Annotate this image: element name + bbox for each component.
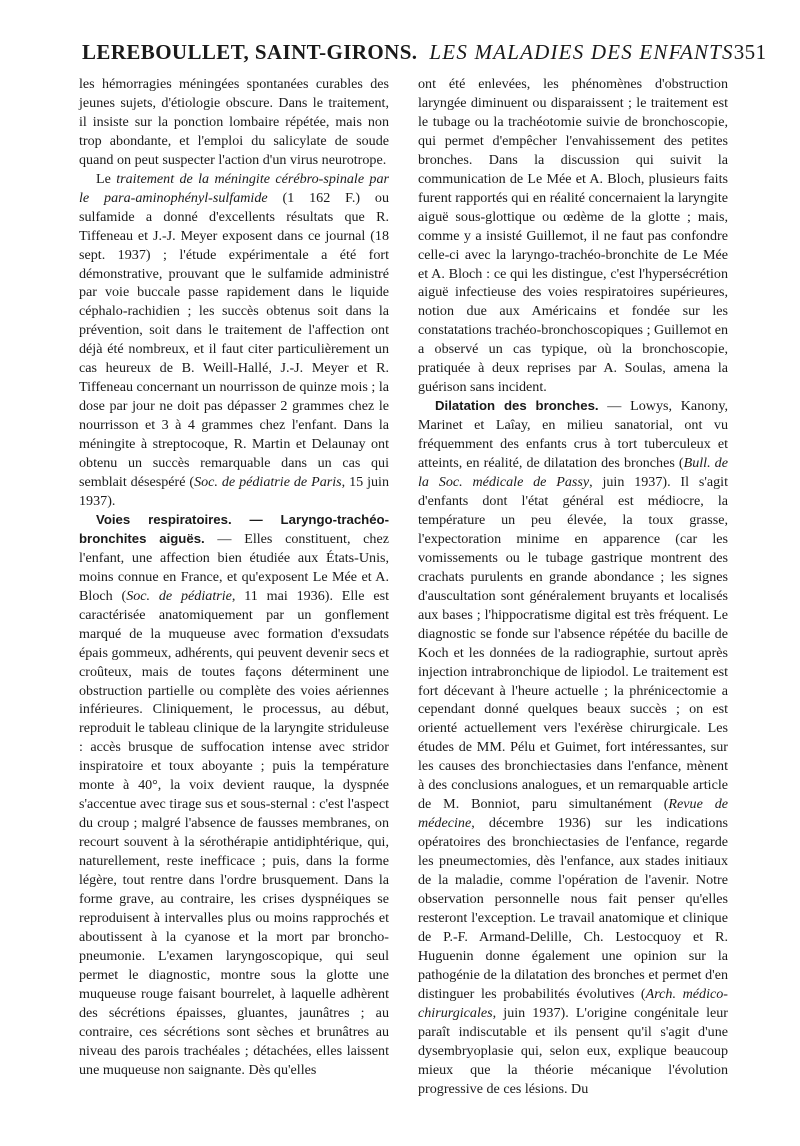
paragraph-text: ont été enlevées, les phénomènes d'obstruction laryngée diminuent ou disparaissent ; le traitement est le tubage ou la trachéotomie suivie de bronchoscopie, qui permet d'empêcher l'envahissement des petites bronches. Dans la discussion qui suivit la communication de Le Mée et A. Bloch, plusieurs faits furent rapportés qui en réalité concernaient la laryngite aiguë sous-glottique ou œdème de la glotte ; mais, comme y a insisté Guillemot, il ne faut pas confondre celle-ci avec la laryngo-trachéo-bronchite de Le Mée et A. Bloch : ce qui les distingue, c'est l'hypersécrétion aiguë infectieuse des voies respiratoires supérieures, notion due aux Américains et fondée sur les constatations trachéo-bronchoscopiques ; Guillemot en a observé un cas typique, où la bronchoscopie, pratiquée à deux reprises par A. Soulas, amena la guérison sans incident. xyxy=(418,76,728,396)
right-column xyxy=(418,75,728,1098)
paragraph xyxy=(79,511,389,1080)
paragraph-text: , juin 1937). Il s'agit d'enfants dont l'état général est médiocre, la température un peu élevée, la toux grasse, l'expectoration minime en apparence (car les vomissements ou le tubage gastrique montrent des crachats purulents en grande abondance ; les signes d'auscultation sont généralement bruyants et localisés aux bases ; l'hippocratisme digital est très fréquent. Le diagnostic se fonde sur l'absence répétée du bacille de Koch et les données de la radiographie, surtout après injection intrabronchique de lipiodol. Le traitement est fort décevant à l'heure actuelle ; la phrénicectomie a cependant donné quelques beaux succès ; on est orienté actuellement vers l'exérèse chirurgicale. Les études de MM. Pélu et Guimet, fort intéressantes, sur les causes des bronchiectasies dans l'enfance, mènent à des conclusions analogues, et un remarquable article de M. Bonniot, paru simultanément ( xyxy=(418,474,729,813)
paragraph-text: , 11 mai 1936). Elle est caractérisée anatomiquement par un gonflement marqué de la muqueuse avec formation d'exsudats épais gommeux, adhérents, qui peuvent devenir secs et croûteux, mais de toutes façons déterminent une obstruction partielle ou complète des voies aériennes inférieures. Cliniquement, le processus, au début, reproduit le tableau clinique de la laryngite striduleuse : accès brusque de suffocation intense avec stridor inspiratoire et toux aboyante ; puis la température monte à 40°, la voix devient rauque, la dyspnée s'accentue avec tirage sus et sous-sternal : c'est l'aspect du croup ; malgré l'absence de fausses membranes, on recourt souvent à la sérothérapie antidiphtérique, qui, naturellement, reste inefficace ; puis, dans la forme légère, tout rentre dans l'ordre brusquement. Dans la forme grave, au contraire, les crises dyspnéiques se reproduisent à intervalles plus ou moins rapprochés et aboutissent à la cyanose et la mort par broncho-pneumonie. L'examen laryngoscopique, qui seul permet le diagnostic, montre sous la glotte une muqueuse rouge faisant bourrelet, à laquelle adhèrent des sécrétions épaisses, gluantes, jaunâtres ; au contraire, ces sécrétions sont sèches et brunâtres au niveau des parois trachéales ; détachées, elles laissent une muqueuse non saignante. Dès qu'elles xyxy=(79,587,389,1078)
citation: Revue de médecine xyxy=(418,796,729,832)
paragraph xyxy=(79,75,389,170)
paragraph xyxy=(418,397,728,1098)
paragraph-text: , 15 juin 1937). xyxy=(79,474,389,509)
citation: Bull. de la Soc. médicale de Passy xyxy=(418,455,728,491)
paragraph-text: — Lowys, Kanony, Marinet et Laîay, en milieu sanatorial, ont vu fréquemment des enfants crus à tort tuberculeux et atteints, en réalité, de dilatation des bronches ( xyxy=(418,398,728,472)
paragraph-text: , décembre 1936) sur les indications opératoires des bronchiectasies de l'enfance, regarde les pneumectomies, dès l'enfance, aux stades initiaux de la maladie, comme l'opération de l'avenir. Notre observation personnelle nous fait penser qu'elles resteront l'exception. Le travail anatomique et clinique de P.-F. Armand-Delille, Ch. Lestocquoy et R. Huguenin donne également une opinion sur la pathogénie de la dilatation des bronches et permet d'en distinguer les probabilités évolutives ( xyxy=(418,815,728,1002)
header-authors: LEREBOULLET, SAINT-GIRONS. xyxy=(82,40,418,64)
citation: Arch. médico-chirurgicales xyxy=(418,985,729,1021)
paragraph-text: les hémorragies méningées spontanées curables des jeunes sujets, d'étiologie obscure. Dans le traitement, il insiste sur la ponction lombaire répétée, mais non trop abondante, et l'emploi du salicylate de soude quand on peut suspecter l'action d'un virus neurotrope. xyxy=(79,76,389,168)
paragraph-text: — Elles constituent, chez l'enfant, une affection bien étudiée aux États-Unis, moins connue en France, et qu'exposent Le Mée et A. Bloch ( xyxy=(79,530,389,604)
paragraph-text: Le xyxy=(96,170,117,187)
paragraph-text: , juin 1937). L'origine congénitale leur paraît indiscutable et ils pensent qu'il s'agit d'une dysembryoplasie qui, selon eux, explique beaucoup mieux que la théorie mécanique l'évolution progressive de ces lésions. Du xyxy=(418,1004,728,1097)
header-title: LES MALADIES DES ENFANTS xyxy=(429,40,734,64)
left-column xyxy=(79,75,389,1080)
page-number: 351 xyxy=(733,40,767,64)
citation: Soc. de pédiatrie xyxy=(126,587,232,604)
citation: Soc. de pédiatrie de Paris xyxy=(194,474,342,491)
running-header xyxy=(82,40,767,70)
italic-phrase: traitement de la méningite cérébro-spinale par le para-aminophényl-sulfamide xyxy=(79,170,389,206)
paragraph-text: (1 162 F.) ou sulfamide a donné d'excellents résultats que R. Tiffeneau et J.-J. Meyer exposent dans ce journal (18 sept. 1937) ; l'étude expérimentale a été fort démonstrative, prouvant que le sulfamide administré par voie buccale passe rapidement dans le liquide céphalo-rachidien ; les succès obtenus soit dans la prévention, soit dans le traitement de l'affection ont déjà été nombreux, et il faut citer particulièrement un cas heureux de B. Weill-Hallé, J.-J. Meyer et R. Tiffeneau concernant un nourrisson de quinze mois ; la dose par jour ne doit pas dépasser 2 grammes chez le nourrisson et 3 à 4 grammes chez l'enfant. Dans la méningite à streptocoque, R. Martin et Delaunay ont obtenu un succès remarquable dans un cas qui semblait désespéré ( xyxy=(79,189,389,491)
paragraph xyxy=(79,170,389,511)
section-heading: Dilatation des bronches. xyxy=(435,398,599,414)
section-heading: Voies respiratoires. — Laryngo-trachéo-bronchites aiguës. xyxy=(79,511,389,546)
paragraph xyxy=(418,75,728,397)
